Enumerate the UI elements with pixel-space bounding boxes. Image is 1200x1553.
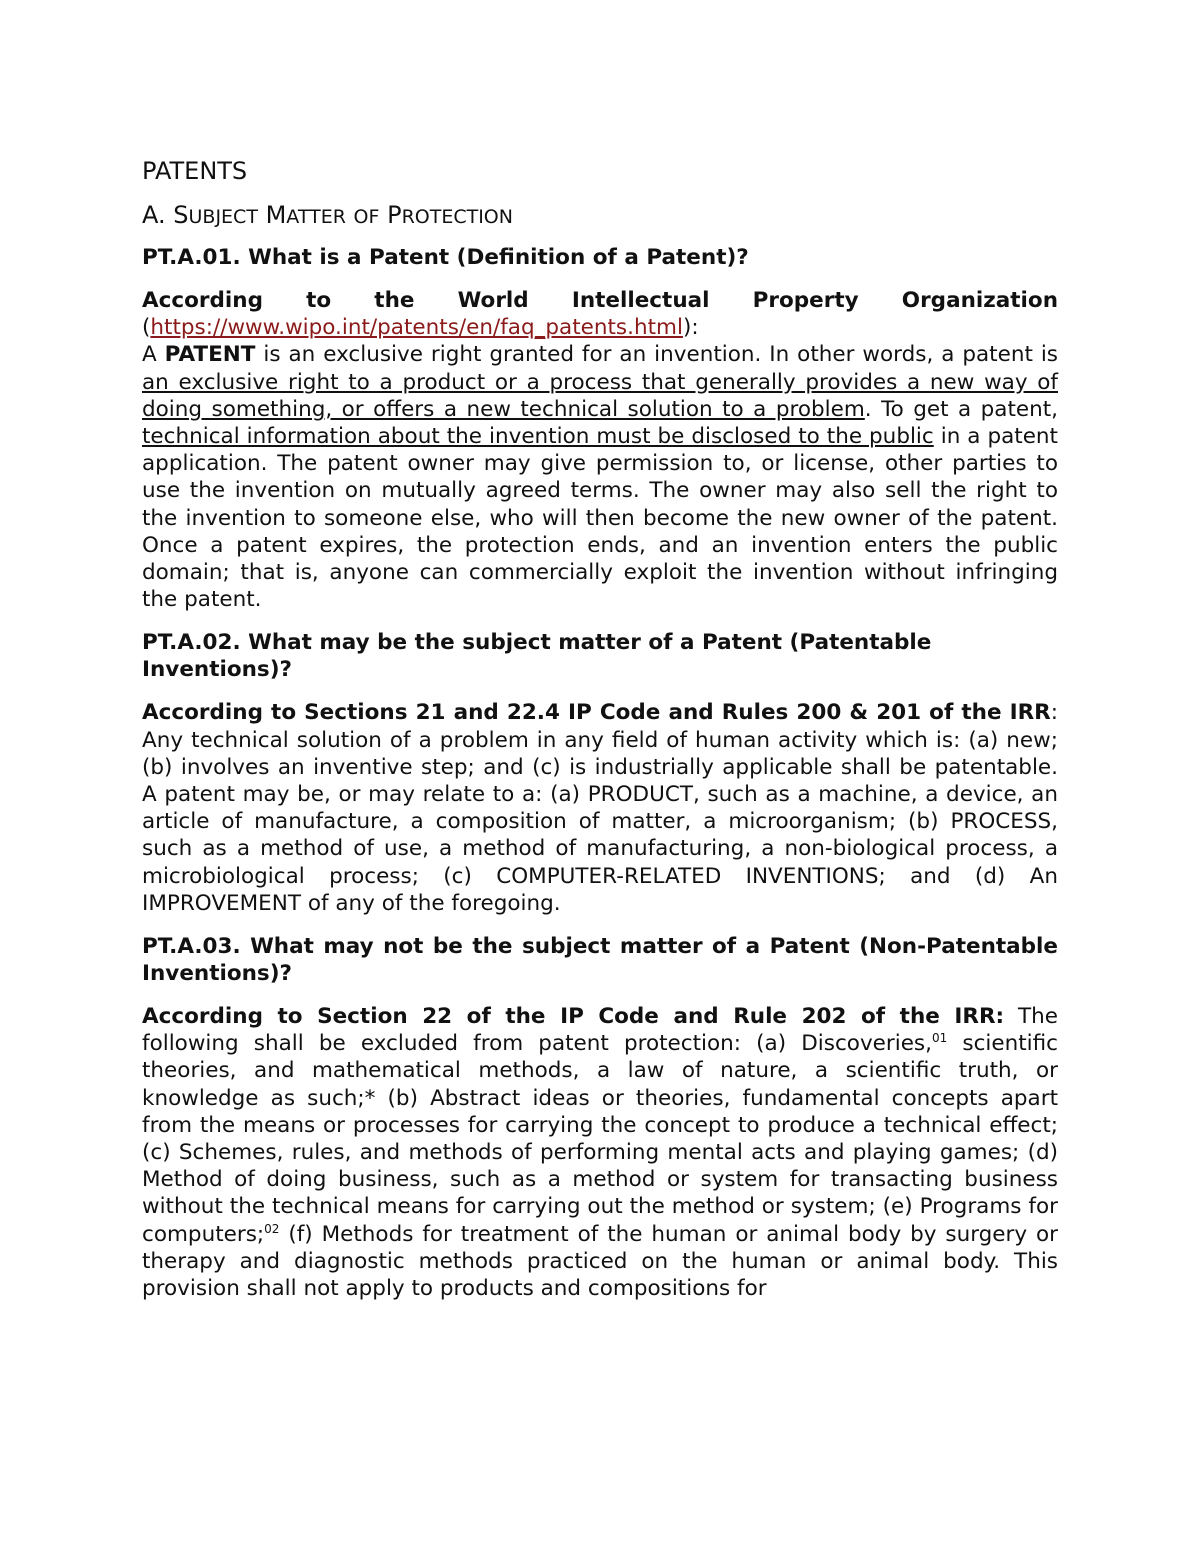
section-word: MATTER xyxy=(265,201,346,229)
answer-paragraph-2: According to Sections 21 and 22.4 IP Code and Rules 200 & 201 of the IRR: Any technical solution of a problem in any field of human activity which is: (a) new; (b) involves an inventive step; and (c) is industrially applicable shall be patentable. A patent may be, or may relate to a: (a) PRODUCT, such as a machine, a device, an article of manufacture, a composition of matter, a microorganism; (b) PROCESS, such as a method of use, a method of manufacturing, a non-biological process, a microbiological process; (c) COMPUTER-RELATED INVENTIONS; and (d) An IMPROVEMENT of any of the foregoing. xyxy=(142,700,1058,916)
wipo-link[interactable]: https://www.wipo.int/patents/en/faq_patents.html xyxy=(150,315,683,341)
question-heading-2: PT.A.02. What may be the subject matter of a Patent (Patentable Inventions)? xyxy=(142,630,932,683)
answer-lead: According to the World Intellectual Property Organization xyxy=(142,288,1058,313)
underlined-disclosure: technical information about the invention must be disclosed to the public xyxy=(142,424,934,450)
document-title: PATENTS xyxy=(142,157,248,185)
patent-term: PATENT xyxy=(164,342,256,368)
question-heading-1: PT.A.01. What is a Patent (Definition of a Patent)? xyxy=(142,245,749,270)
question-heading-3: PT.A.03. What may not be the subject matter of a Patent (Non-Patentable Inventions)? xyxy=(142,934,1058,987)
answer-paragraph-3: According to Section 22 of the IP Code and Rule 202 of the IRR: The following shall be excluded from patent protection: (a) Discoveries,$^{01}$ scientific theories, and mathematical methods, a law of nature, a scientific truth, or knowledge as such;* (b) Abstract ideas or theories, fundamental concepts apart from the means or processes for carrying the concept to produce a technical effect; (c) Schemes, rules, and methods of performing mental acts and playing games; (d) Method of doing business, such as a method or system for transacting business without the technical means for carrying out the method or system; (e) Programs for computers;$^{02}$ (f) Methods for treatment of the human or animal body by surgery or therapy and diagnostic methods practiced on the human or animal body. This provision shall not apply to products and compositions for xyxy=(142,1004,1058,1302)
footnote-ref[interactable]: 01 xyxy=(931,1031,948,1046)
footnote-ref[interactable]: 02 xyxy=(264,1221,280,1236)
section-word: SUBJECT xyxy=(173,201,258,229)
section-word: OF xyxy=(353,206,380,228)
answer-lead: According to Sections 21 and 22.4 IP Code and Rules 200 & 201 of the IRR xyxy=(142,700,1051,726)
section-letter: A. xyxy=(142,201,174,229)
answer-lead: According to Section 22 of the IP Code and Rule 202 of the IRR: xyxy=(142,1004,1005,1030)
document-page xyxy=(142,152,1058,1318)
section-heading xyxy=(142,198,1058,234)
section-word: PROTECTION xyxy=(387,201,513,229)
underlined-definition: an exclusive right to a product or a process that generally provides a new way of doing something, or offers a new technical solution to a problem xyxy=(142,369,1058,422)
answer-paragraph-1: According to the World Intellectual Property Organization (https://www.wipo.int/patents/en/faq_patents.html): A PATENT is an exclusive right granted for an invention. In other words, a patent is an exclusive right to a product or a process that generally provides a new way of doing something, or offers a new technical solution to a problem. To get a patent, technical information about the invention must be disclosed to the public in a patent application. The patent owner may give permission to, or license, other parties to use the invention on mutually agreed terms. The owner may also sell the right to the invention to someone else, who will then become the new owner of the patent. Once a patent expires, the protection ends, and an invention enters the public domain; that is, anyone can commercially exploit the invention without infringing the patent. xyxy=(142,288,1058,613)
